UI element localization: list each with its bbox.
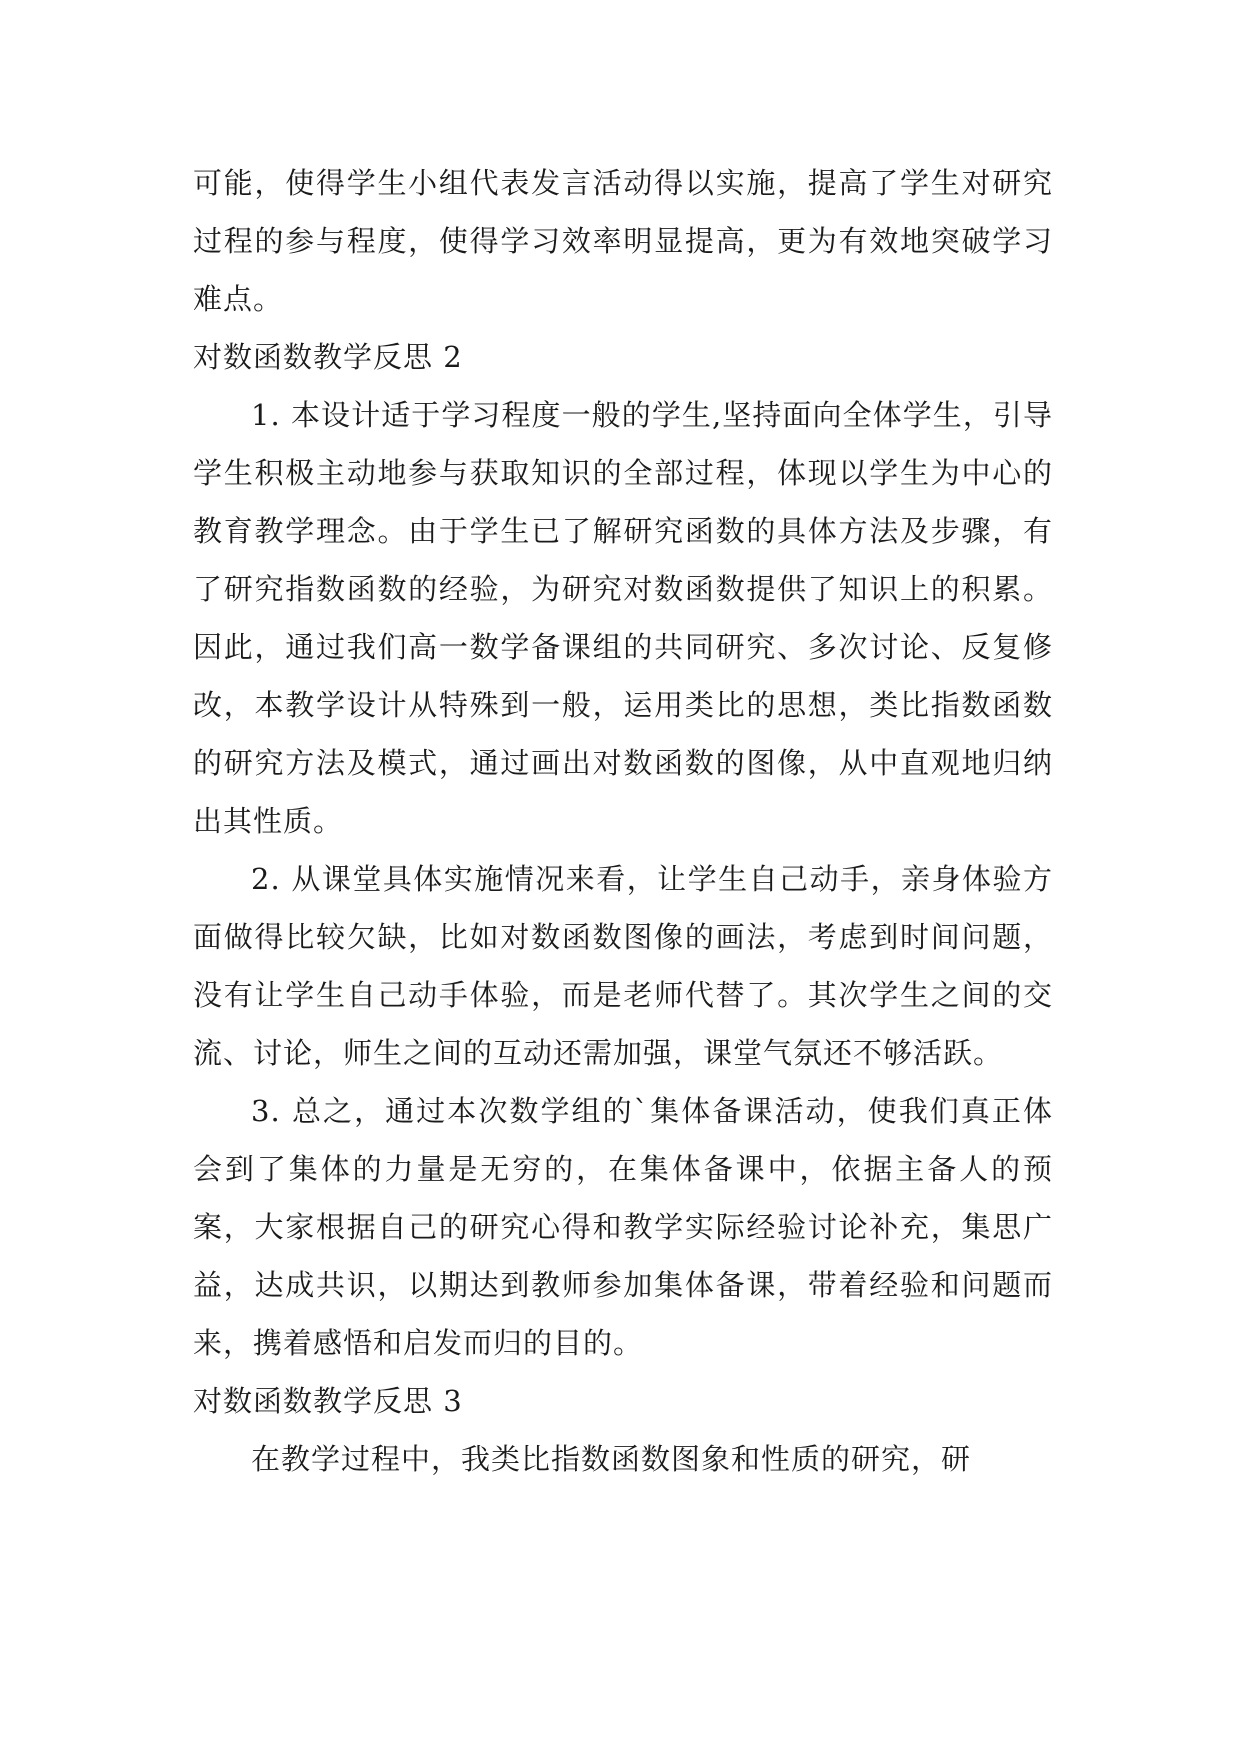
section-2-paragraph-1: 1. 本设计适于学习程度一般的学生,坚持面向全体学生，引导学生积极主动地参与获取知识的全部过程，体现以学生为中心的教育教学理念。由于学生已了解研究函数的具体方法及步骤，有了研究指数函数的经验，为研究对数函数提供了知识上的积累。因此，通过我们高一数学备课组的共同研究、多次讨论、反复修改，本教学设计从特殊到一般，运用类比的思想，类比指数函数的研究方法及模式，通过画出对数函数的图像，从中直观地归纳出其性质。 bbox=[193, 398, 1053, 838]
document-page bbox=[193, 154, 1053, 1488]
section-3-paragraph-1: 在教学过程中，我类比指数函数图象和性质的研究，研 bbox=[251, 1442, 972, 1476]
section-heading-2: 对数函数教学反思 2 bbox=[193, 340, 463, 374]
intro-paragraph: 可能，使得学生小组代表发言活动得以实施，提高了学生对研究过程的参与程度，使得学习效率明显提高，更为有效地突破学习难点。 bbox=[193, 166, 1053, 316]
section-2-paragraph-2: 2. 从课堂具体实施情况来看，让学生自己动手，亲身体验方面做得比较欠缺，比如对数函数图像的画法，考虑到时间问题，没有让学生自己动手体验，而是老师代替了。其次学生之间的交流、讨论，师生之间的互动还需加强，课堂气氛还不够活跃。 bbox=[193, 862, 1053, 1070]
section-2-paragraph-3: 3. 总之，通过本次数学组的`集体备课活动，使我们真正体会到了集体的力量是无穷的，在集体备课中，依据主备人的预案，大家根据自己的研究心得和教学实际经验讨论补充，集思广益，达成共识，以期达到教师参加集体备课，带着经验和问题而来，携着感悟和启发而归的目的。 bbox=[193, 1094, 1053, 1360]
section-heading-3: 对数函数教学反思 3 bbox=[193, 1384, 463, 1418]
